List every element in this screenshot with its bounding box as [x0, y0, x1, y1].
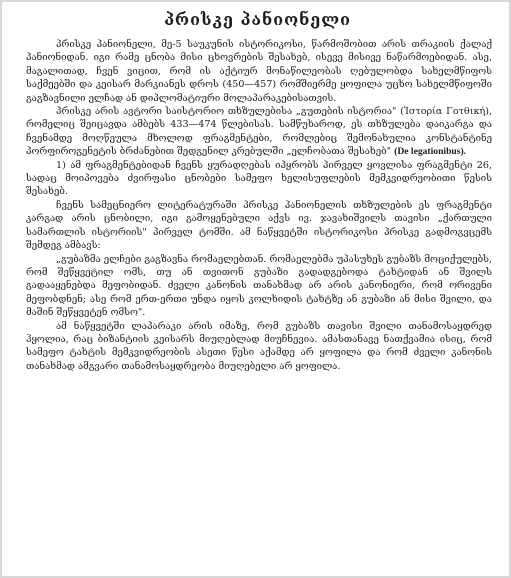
document-body	[26, 38, 492, 574]
paragraph-2	[26, 105, 492, 159]
paragraph-2-text: პრისკე არის ავტორი საისტორიო თხზულებისა „გუთების ისტორია" (Ἱστορία Γοτθική), რომელიც შეიცავდა ამბებს 433—474 წლებისას. სამწუხაროდ, ეს თხზულება დაიკარგა და ჩვენამდე მოღწეულა მხოლოდ ფრაგმენტები, რომლებიც შემონახულია კონსტანტინე პორფიროგენეტის ბრძანებით შედგენილ კრებულში „ელჩობათა შესახებ"	[26, 106, 492, 158]
quotation-paragraph: „გუბაზმა ელჩები გაგზავნა რომაელებთან. რომაელებმა უპასუხეს გუბაზს მოციქულებს, რომ შეწყვეტილ ომს, თუ ან თვითონ გუბაზი გადადგებოდა ტახტიდან ან შვილს გადააყენებდა მეფობიდან. ძველი კანონის თანახმად არ არის კანონიერი, რომ ორივენი მეფობდნენ; ასე რომ ერთ-ერთი უნდა იყოს კოლხიდის ტახტზე ან გუბაზი ან მისი შვილი, და მაშინ შეწყვეტენ ომსო".	[26, 253, 492, 319]
page-title: პრისკე პანიონელი	[164, 10, 351, 29]
latin-reference: (De legationibus).	[394, 146, 467, 158]
paragraph-3: 1) ამ ფრაგმენტებიდან ჩვენს ყურადღებას იპყრობს პირველ ყოვლისა ფრაგმენტი 26, სადაც მოიპოვება ძვირფასი ცნობები სამეფო ხელისუფლების მემკვიდრეობითი წესის შესახებ.	[26, 159, 492, 198]
paragraph-6: ამ ნაწყვეტში ლაპარაკი არის იმაზე, რომ გუბაზს თავისი შვილი თანამოსაყდრედ ჰყოლია, რაც ბიზანტიის კეისარს მიუღებლად მიუჩნევია. ამასთანავე ნათქვამია ისიც, რომ სამეფო ტახტის მემკვიდრეობის ასეთი წესი აქამდე არ ყოფილა და რომ ძველი კანონის თანახმად ამგვარი თანამოსაყდრეობა მიუღებელი არ ყოფილა.	[26, 320, 492, 372]
paragraph-4: ჩვენს სამეცნიერო ლიტერატურაში პრისკე პანიონელის თხზულების ეს ფრაგმენტი კარგად არის ცნობილი, იგი გამოყენებული აქვს ივ. ჯავახიშვილს თავისი „ქართული სამართლის ისტორიის" პირველ ტომში. ამ ნაწყვეტში ისტორიკოსი პრისკე გადმოგვცემს შემდეგ ამბავს:	[26, 199, 492, 252]
paragraph-1: პრისკე პანიონელი, მე-5 საუკუნის ისტორიკოსი, წარმოშობით არის თრაკიის ქალაქ პანიონიდან. იგი რამე ცნობა მისი ცხოვრების შესახებ, ისევე მისივე ნაწარმოებიდან. ასე, მაგალითად, ჩვენ ვიცით, რომ ის აქტიურ მონაწილეობას ღებულობდა სახელმწიფოს საქმეებში და კეისარ მარკიანეს დროს (450—457) რომშიერმე ყოფილა უცხო სახელმწიფოში გაგზავნილი ელჩად ან დიპლომატიური მოლაპარაკებისათვის.	[26, 39, 492, 104]
